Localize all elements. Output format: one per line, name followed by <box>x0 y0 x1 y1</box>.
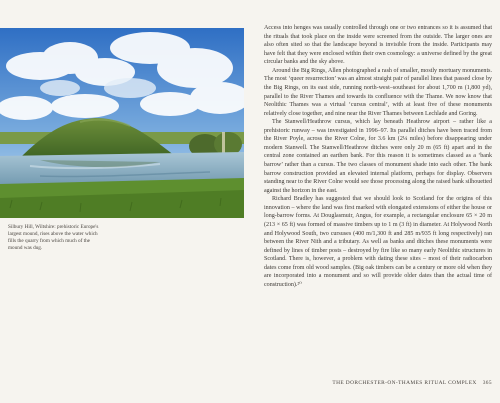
paragraph: Around the Big Rings, Allen photographed a rash of smaller, mostly mortuary monuments. The most ‘queer resurrection’ was an almost straight pair of parallel lines that passed close by the Big Rings, on its east side, running north-west–southeast for about 1,700 m (1,800 yd), parallel to the River Thames and towards its confluence with the Thame. We now know that Neolithic Thames was a virtual ‘cursus central’, with at least five of these monuments relatively close together, and nine near the River Thames between Lechlade and Goring. <box>264 67 492 117</box>
landscape-image <box>0 28 244 218</box>
page-footer <box>300 380 492 386</box>
page-number: 365 <box>482 380 492 386</box>
paragraph: Richard Bradley has suggested that we should look to Scotland for the origins of this innovation – where the land was first marked with elongated extensions of either the house or long-barrow forms. At Douglasmuir, Angus, for example, a rectangular enclosure 65 × 20 m (213 × 65 ft) was formed of massive timbers up to 1 m (3 ft) in diameter. At Holywood North and Holywood South, two cursuses (400 m/1,300 ft and 285 m/935 ft long respectively) ran between the River Nith and a tributary. As well as banks and ditches these monuments were defined by lines of timber posts – destroyed by fire like so many early Neolithic structures in Scotland. There is, however, a problem with dating these sites – most of their radiocarbon dates come from old wood samples. (Big oak timbers can be a century or more old when they are incorporated into a monument and so will provide older dates than the actual time of construction).²⁰ <box>264 196 492 288</box>
photo-caption: Silbury Hill, Wiltshire: prehistoric Europe's largest mound, rises above the water which fills the quarry from which much of the mound was dug. <box>8 224 99 251</box>
paragraph: The Stanwell/Heathrow cursus, which lay beneath Heathrow airport – rather like a prehistoric runway – was investigated in 1996–97. Its parallel ditches have been traced from the River Poyle, across the River Colne, for 3.6 km (2¼ miles) before disappearing under modern Stanwell. The Stanwell/Heathrow ditches were only 20 m (65 ft) apart and in the central zone contained an earthen bank. For this reason it is sometimes classed as a ‘bank barrow’ rather than a cursus. The two classes of monument shade into each other. The bank barrow construction provided an elevated internal platform, perhaps for display. Observers standing near to the River Colne would see those processing along the raised bank silhouetted against the horizon in the east. <box>264 119 492 194</box>
silbury-hill-photo <box>0 28 244 218</box>
running-head: THE DORCHESTER-ON-THAMES RITUAL COMPLEX <box>332 380 477 386</box>
paragraph: Access into henges was usually controlled through one or two entrances so it is assumed that the rituals that took place on the inside were screened from the outside. The larger ones are also often sited so that the landscape beyond is invisible from the inside. Participants may have felt that they were enclosed within their own cosmology: a universe defined by the great circular banks and the sky above. <box>264 25 492 66</box>
body-text <box>264 24 492 289</box>
